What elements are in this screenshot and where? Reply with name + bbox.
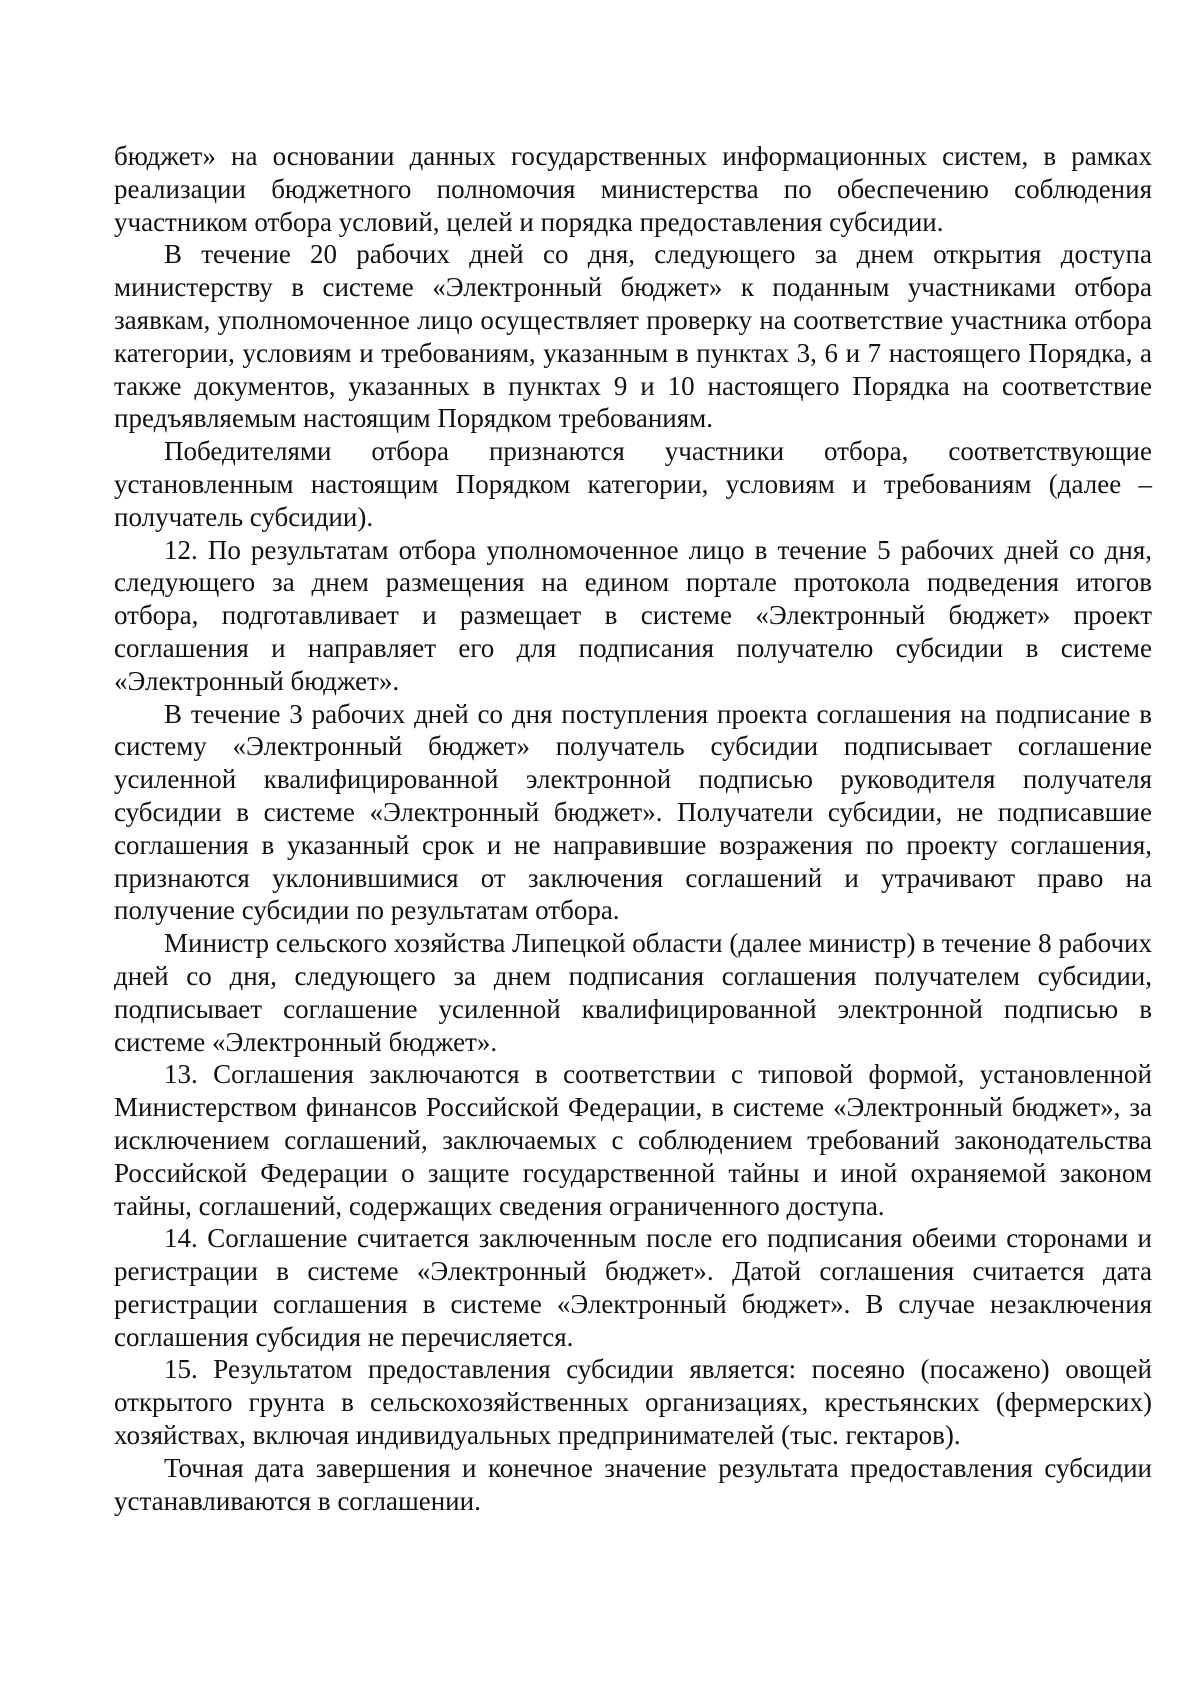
paragraph-clause-12: 12. По результатам отбора уполномоченное лицо в течение 5 рабочих дней со дня, следующего за днем размещения на едином портале протокола подведения итогов отбора, подготавливает и размещает в системе «Электронный бюджет» проект соглашения и направляет его для подписания получателю субсидии в системе «Электронный бюджет». [114,534,1152,696]
paragraph-clause-14: 14. Соглашение считается заключенным после его подписания обеими сторонами и регистрации в системе «Электронный бюджет». Датой соглашения считается дата регистрации соглашения в системе «Электронный бюджет». В случае незаключения соглашения субсидия не перечисляется. [114,1223,1152,1352]
paragraph-continuation: бюджет» на основании данных государственных информационных систем, в рамках реализации бюджетного полномочия министерства по обеспечению соблюдения участником отбора условий, целей и порядка предоставления субсидии. [114,141,1152,237]
paragraph-clause-15: 15. Результатом предоставления субсидии является: посеяно (посажено) овощей открытого грунта в сельскохозяйственных организациях, крестьянских (фермерских) хозяйствах, включая индивидуальных предпринимателей (тыс. гектаров). [114,1354,1152,1451]
paragraph-clause-13: 13. Соглашения заключаются в соответствии с типовой формой, установленной Министерством финансов Российской Федерации, в системе «Электронный бюджет», за исключением соглашений, заключаемых с соблюдением требований законодательства Российской Федерации о защите государственной тайны и иной охраняемой законом тайны, соглашений, содержащих сведения ограниченного доступа. [114,1059,1152,1221]
paragraph-minister-signing: Министр сельского хозяйства Липецкой области (далее министр) в течение 8 рабочих дней со дня, следующего за днем подписания соглашения получателем субсидии, подписывает соглашение усиленной квалифицированной электронной подписью в системе «Электронный бюджет». [114,928,1152,1057]
document-page [114,140,1152,1517]
paragraph-winners: Победителями отбора признаются участники отбора, соответствующие установленным настоящим Порядком категории, условиям и требованиям (далее – получатель субсидии). [114,436,1152,532]
paragraph-result-date: Точная дата завершения и конечное значение результата предоставления субсидии устанавливаются в соглашении. [114,1452,1152,1516]
paragraph-signing-period: В течение 3 рабочих дней со дня поступления проекта соглашения на подписание в систему «Электронный бюджет» получатель субсидии подписывает соглашение усиленной квалифицированной электронной подписью руководителя получателя субсидии в системе «Электронный бюджет». Получатели субсидии, не подписавшие соглашения в указанный срок и не направившие возражения по проекту соглашения, признаются уклонившимися от заключения соглашений и утрачивают право на получение субсидии по результатам отбора. [114,698,1152,926]
paragraph-verification-period: В течение 20 рабочих дней со дня, следующего за днем открытия доступа министерству в системе «Электронный бюджет» к поданным участниками отбора заявкам, уполномоченное лицо осуществляет проверку на соответствие участника отбора категории, условиям и требованиям, указанным в пунктах 3, 6 и 7 настоящего Порядка, а также документов, указанных в пунктах 9 и 10 настоящего Порядка на соответствие предъявляемым настоящим Порядком требованиям. [114,239,1152,434]
